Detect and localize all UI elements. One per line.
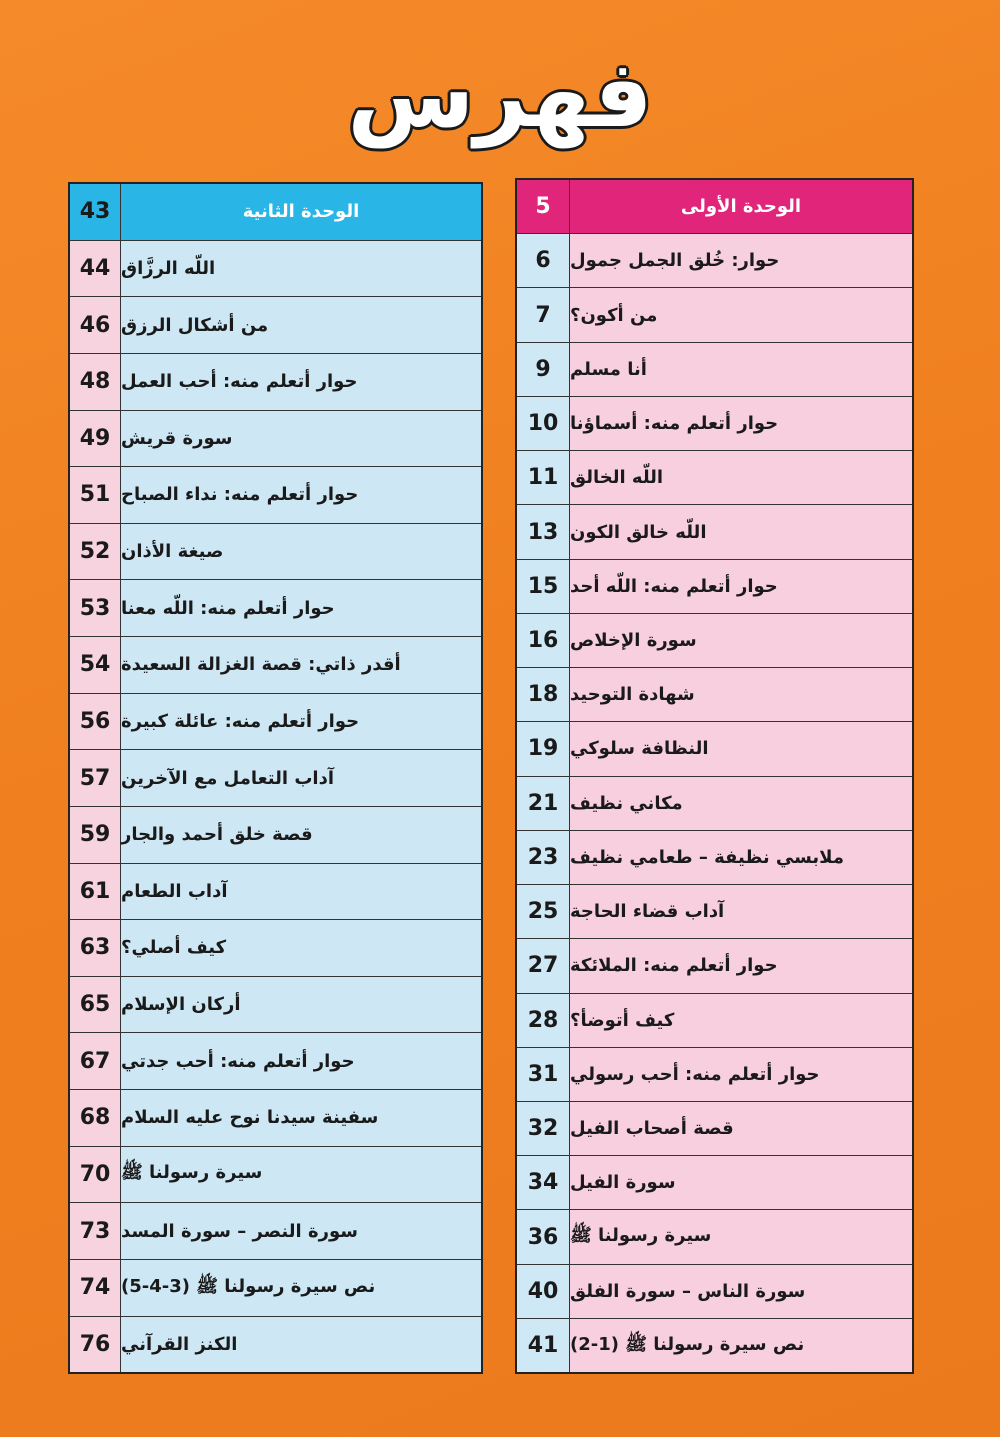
toc-row	[70, 580, 481, 637]
toc-page-number: 36	[517, 1210, 570, 1263]
toc-page-number: 74	[70, 1260, 121, 1316]
unit2-header-title: الوحدة الثانية	[242, 201, 360, 223]
toc-page-number: 19	[517, 722, 570, 775]
toc-page-number: 54	[70, 637, 121, 693]
toc-page-number: 21	[517, 777, 570, 830]
toc-page-number: 27	[517, 939, 570, 992]
toc-row	[517, 234, 912, 288]
toc-lesson-title: سورة الإخلاص	[570, 629, 697, 651]
toc-lesson-title: سورة النصر – سورة المسد	[121, 1220, 358, 1242]
toc-row	[517, 939, 912, 993]
toc-lesson-title: الكنز القرآني	[121, 1333, 238, 1355]
toc-lesson-title: حوار أتعلم منه: أحب جدتي	[121, 1050, 355, 1072]
toc-lesson-title: نص سيرة رسولنا ﷺ (3-4-5)	[121, 1275, 376, 1297]
toc-lesson-title: حوار أتعلم منه: الملائكة	[570, 955, 778, 977]
toc-page-number: 23	[517, 831, 570, 884]
toc-row	[70, 1260, 481, 1317]
toc-page-number: 46	[70, 297, 121, 353]
toc-row	[517, 1102, 912, 1156]
toc-page-number: 68	[70, 1090, 121, 1146]
toc-row	[70, 1147, 481, 1204]
toc-lesson-title: حوار: خُلق الجمل جمول	[570, 250, 780, 272]
toc-page-number: 61	[70, 864, 121, 920]
toc-row	[517, 614, 912, 668]
toc-lesson-title: سورة الناس – سورة الفلق	[570, 1280, 806, 1302]
toc-page-number: 41	[517, 1319, 570, 1372]
toc-row	[70, 864, 481, 921]
toc-lesson-title: آداب قضاء الحاجة	[570, 901, 725, 923]
toc-row	[517, 397, 912, 451]
toc-row	[517, 1265, 912, 1319]
toc-lesson-title: صيغة الأذان	[121, 541, 224, 563]
toc-lesson-title: النظافة سلوكي	[570, 738, 709, 760]
toc-row	[70, 297, 481, 354]
toc-row	[70, 524, 481, 581]
toc-row	[517, 668, 912, 722]
toc-lesson-title: سورة الفيل	[570, 1172, 676, 1194]
toc-lesson-title: قصة خلق أحمد والجار	[121, 824, 313, 846]
toc-page-number: 49	[70, 411, 121, 467]
toc-row	[70, 354, 481, 411]
toc-page-number: 18	[517, 668, 570, 721]
toc-page-number: 9	[517, 343, 570, 396]
toc-page-number: 56	[70, 694, 121, 750]
toc-lesson-title: أقدر ذاتي: قصة الغزالة السعيدة	[121, 654, 401, 676]
toc-lesson-title: حوار أتعلم منه: أسماؤنا	[570, 413, 779, 435]
toc-lesson-title: كيف أتوضأ؟	[570, 1009, 675, 1031]
toc-lesson-title: من أشكال الرزق	[121, 314, 269, 336]
toc-row	[517, 343, 912, 397]
toc-lesson-title: أركان الإسلام	[121, 994, 241, 1016]
toc-row	[517, 505, 912, 559]
toc-row	[70, 637, 481, 694]
toc-page-number: 40	[517, 1265, 570, 1318]
toc-lesson-title: حوار أتعلم منه: عائلة كبيرة	[121, 710, 360, 732]
toc-page-number: 52	[70, 524, 121, 580]
unit1-header-page: 5	[517, 180, 570, 233]
toc-row	[517, 777, 912, 831]
toc-lesson-title: قصة أصحاب الفيل	[570, 1118, 734, 1140]
toc-page-number: 13	[517, 505, 570, 558]
toc-lesson-title: سيرة رسولنا ﷺ	[121, 1162, 263, 1184]
toc-page-number: 53	[70, 580, 121, 636]
toc-lesson-title: شهادة التوحيد	[570, 684, 695, 706]
toc-lesson-title: حوار أتعلم منه: نداء الصباح	[121, 484, 359, 506]
toc-row	[70, 1203, 481, 1260]
toc-page-number: 11	[517, 451, 570, 504]
toc-row	[70, 977, 481, 1034]
toc-page-number: 16	[517, 614, 570, 667]
toc-lesson-title: سفينة سيدنا نوح عليه السلام	[121, 1107, 379, 1129]
toc-page-number: 31	[517, 1048, 570, 1101]
unit1-table	[515, 178, 914, 1374]
toc-row	[70, 1033, 481, 1090]
toc-row	[70, 750, 481, 807]
toc-lesson-title: حوار أتعلم منه: اللّه أحد	[570, 575, 778, 597]
unit2-header-page: 43	[70, 184, 121, 240]
toc-row	[70, 411, 481, 468]
toc-lesson-title: نص سيرة رسولنا ﷺ (1-2)	[570, 1333, 805, 1355]
toc-page-number: 10	[517, 397, 570, 450]
toc-page-number: 70	[70, 1147, 121, 1203]
toc-row	[70, 694, 481, 751]
toc-row	[517, 885, 912, 939]
toc-page-number: 25	[517, 885, 570, 938]
toc-row	[517, 831, 912, 885]
toc-row	[70, 920, 481, 977]
toc-page-number: 44	[70, 241, 121, 297]
toc-lesson-title: مكاني نظيف	[570, 792, 683, 814]
toc-lesson-title: اللّه الخالق	[570, 467, 664, 489]
toc-lesson-title: سيرة رسولنا ﷺ	[570, 1225, 712, 1247]
toc-row	[517, 1048, 912, 1102]
unit2-header	[70, 184, 481, 241]
toc-lesson-title: من أكون؟	[570, 304, 658, 326]
toc-page-number: 57	[70, 750, 121, 806]
toc-page-number: 48	[70, 354, 121, 410]
toc-lesson-title: حوار أتعلم منه: أحب رسولي	[570, 1063, 820, 1085]
toc-lesson-title: كيف أصلي؟	[121, 937, 227, 959]
toc-lesson-title: حوار أتعلم منه: أحب العمل	[121, 371, 358, 393]
toc-page-number: 6	[517, 234, 570, 287]
toc-page-number: 32	[517, 1102, 570, 1155]
toc-lesson-title: آداب التعامل مع الآخرين	[121, 767, 335, 789]
toc-row	[517, 994, 912, 1048]
toc-page-number: 28	[517, 994, 570, 1047]
page-title: فهرس	[347, 41, 653, 148]
toc-page-number: 34	[517, 1156, 570, 1209]
toc-page-number: 76	[70, 1317, 121, 1373]
toc-row	[70, 807, 481, 864]
toc-page-number: 59	[70, 807, 121, 863]
toc-row	[70, 1090, 481, 1147]
toc-row	[517, 1210, 912, 1264]
toc-lesson-title: حوار أتعلم منه: اللّه معنا	[121, 597, 335, 619]
toc-row	[517, 560, 912, 614]
toc-row	[70, 1317, 481, 1373]
toc-page-number: 73	[70, 1203, 121, 1259]
toc-row	[517, 1319, 912, 1372]
toc-lesson-title: اللّه خالق الكون	[570, 521, 707, 543]
toc-row	[517, 451, 912, 505]
toc-page-number: 51	[70, 467, 121, 523]
toc-lesson-title: آداب الطعام	[121, 880, 228, 902]
toc-row	[517, 1156, 912, 1210]
toc-row	[517, 722, 912, 776]
toc-page-number: 65	[70, 977, 121, 1033]
toc-lesson-title: اللّه الرزَّاق	[121, 257, 216, 279]
unit2-table	[68, 182, 483, 1374]
toc-page-number: 7	[517, 288, 570, 341]
toc-row	[70, 467, 481, 524]
toc-row	[70, 241, 481, 298]
toc-lesson-title: ملابسي نظيفة – طعامي نظيف	[570, 846, 844, 868]
toc-row	[517, 288, 912, 342]
unit1-header	[517, 180, 912, 234]
unit1-header-title: الوحدة الأولى	[680, 196, 802, 218]
toc-lesson-title: سورة قريش	[121, 427, 233, 449]
toc-page-number: 67	[70, 1033, 121, 1089]
toc-page-number: 63	[70, 920, 121, 976]
toc-page-number: 15	[517, 560, 570, 613]
toc-lesson-title: أنا مسلم	[570, 358, 647, 380]
